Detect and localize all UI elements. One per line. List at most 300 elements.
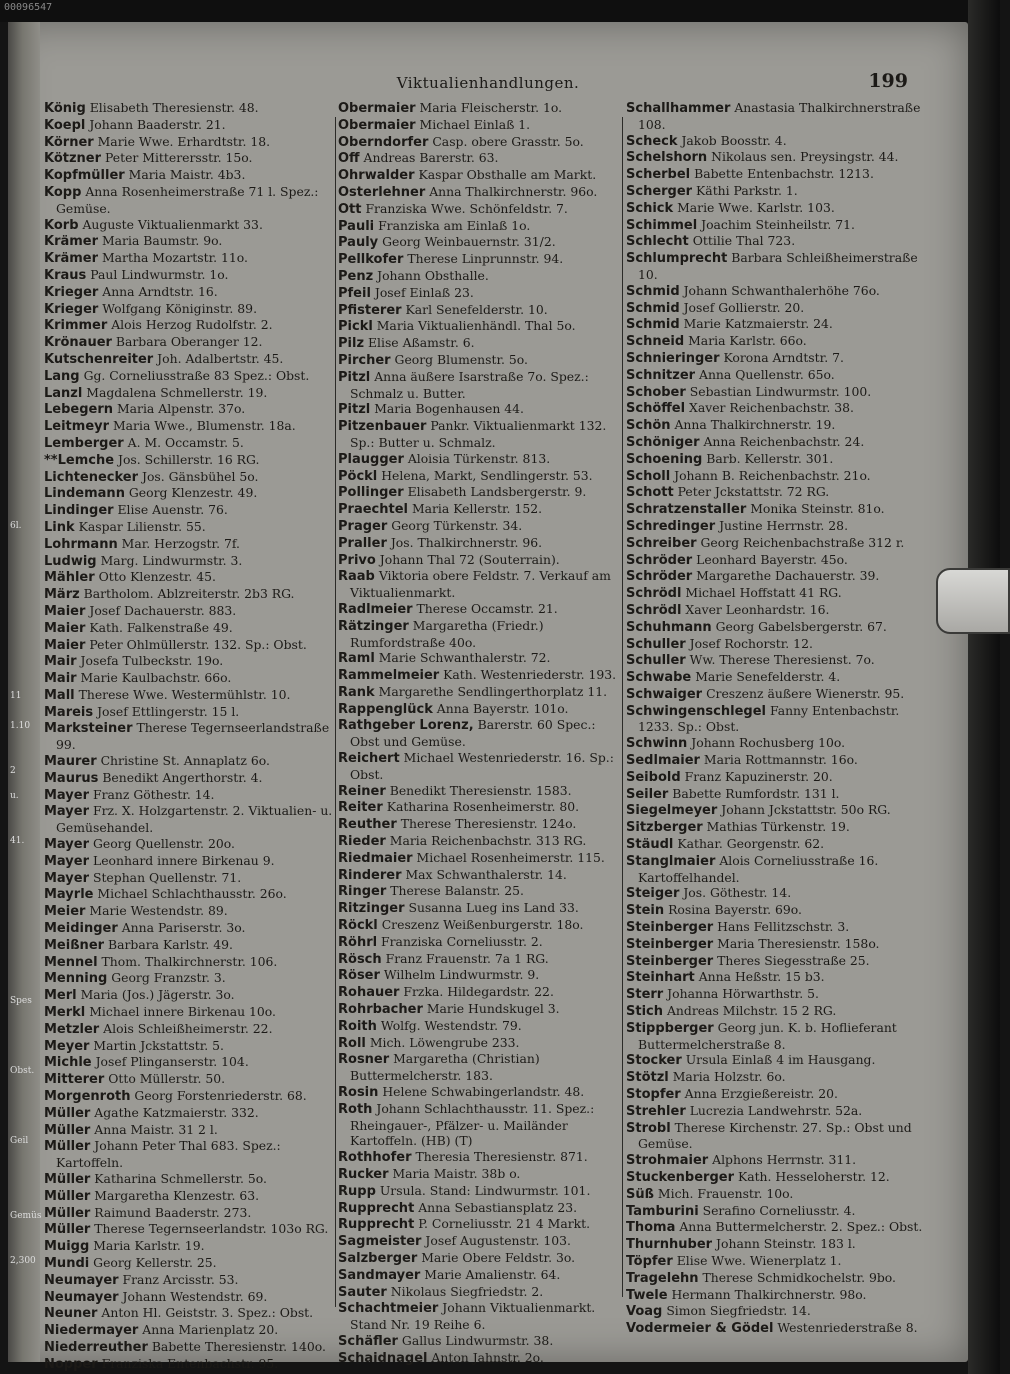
entry-name: Maier [44, 637, 86, 653]
list-item [626, 1253, 930, 1270]
list-item [626, 149, 930, 166]
entry-details: Xaver Leonhardstr. 16. [685, 601, 830, 617]
entry-name: Schön [626, 418, 671, 434]
entry-details: Elise Aßamstr. 6. [367, 335, 475, 351]
list-item [44, 1289, 334, 1306]
entry-details: Josef Gollierstr. 20. [683, 299, 805, 315]
list-item [626, 133, 930, 150]
entry-details: Kathar. Georgenstr. 62. [677, 836, 825, 852]
list-item [626, 1069, 930, 1086]
entry-details: Anna Buttermelcherstr. 2. Spez.: Obst. [679, 1219, 923, 1235]
entry-details: Gg. Corneliusstraße 83 Spez.: Obst. [83, 367, 310, 383]
entry-name: Radlmeier [338, 601, 413, 617]
entry-name: Mair [44, 654, 77, 670]
entry-details: Christine St. Annaplatz 6o. [100, 753, 270, 769]
list-item [338, 451, 624, 468]
entry-details: Maria Karlstr. 19. [93, 1238, 205, 1254]
entry-name: Schuller [626, 636, 686, 652]
entry-name: Mayer [44, 804, 90, 820]
entry-details: Barb. Kellerstr. 301. [706, 450, 834, 466]
list-item [338, 418, 624, 451]
entry-name: Rohauer [338, 985, 400, 1001]
entry-details: Jakob Boosstr. 4. [681, 132, 787, 148]
scan-top-edge [0, 0, 1000, 22]
list-item [626, 885, 930, 902]
entry-details: Johann Peter Thal 683. Spez.: Kartoffeln. [56, 1138, 281, 1171]
list-item [338, 833, 624, 850]
entry-name: Schelshorn [626, 150, 708, 166]
entry-details: Margarethe Sendlingerthorplatz 11. [378, 683, 608, 699]
entry-details: Marie Schwanthalerstr. 72. [378, 650, 551, 666]
entry-name: Müller [44, 1188, 91, 1204]
entry-name: Schnitzer [626, 367, 696, 383]
entry-details: Barbara Karlstr. 49. [108, 936, 233, 952]
list-item [626, 953, 930, 970]
list-item [338, 951, 624, 968]
entry-name: Pellkofer [338, 252, 404, 268]
list-item [338, 850, 624, 867]
entry-name: Reiner [338, 783, 386, 799]
entry-details: Maria Maistr. 38b o. [392, 1166, 521, 1181]
list-item [338, 1051, 624, 1084]
entry-details: Alphons Herrnstr. 311. [712, 1152, 857, 1168]
list-item [338, 369, 624, 402]
entry-name: Müller [44, 1205, 91, 1221]
gutter-mark: 2 [10, 766, 16, 776]
entry-details: Pankr. Viktualienmarkt 132. Sp.: Butter u. Schmalz. [350, 418, 607, 450]
entry-name: Sagmeister [338, 1234, 422, 1250]
list-item [626, 752, 930, 769]
entry-details: Käthi Parkstr. 1. [696, 182, 798, 198]
entry-name: Rammelmeier [338, 668, 440, 684]
list-item [626, 1152, 930, 1169]
list-item [44, 150, 334, 167]
list-item [44, 1255, 334, 1272]
entry-details: Georg Klenzestr. 49. [128, 485, 258, 501]
list-item [338, 816, 624, 833]
list-item [626, 652, 930, 669]
list-item [44, 1221, 334, 1238]
entry-details: Ottilie Thal 723. [692, 233, 796, 249]
entry-details: Margaretha Klenzestr. 63. [94, 1187, 260, 1203]
entry-details: Nikolaus Siegfriedstr. 2. [390, 1283, 544, 1299]
list-item [44, 853, 334, 870]
list-item [44, 184, 334, 217]
entry-details: Maria Karlstr. 66o. [688, 333, 807, 349]
entry-name: Merl [44, 988, 77, 1004]
entry-name: Thurnhuber [626, 1237, 713, 1253]
list-item [626, 1303, 930, 1320]
list-item [338, 150, 624, 167]
list-item [626, 100, 930, 133]
entry-name: Steinhart [626, 970, 695, 986]
list-item [44, 987, 334, 1004]
list-item [338, 134, 624, 151]
entry-details: Therese Schmidkochelstr. 9bo. [702, 1269, 896, 1285]
list-item [626, 535, 930, 552]
list-item [338, 799, 624, 816]
entry-name: Rupprecht [338, 1217, 415, 1233]
entry-details: Anna Maistr. 31 2 l. [94, 1121, 218, 1137]
entry-name: Schimmel [626, 217, 698, 233]
entry-name: Rothhofer [338, 1150, 412, 1166]
list-item [338, 1333, 624, 1350]
entry-name: Praechtel [338, 502, 408, 518]
entry-name: Thoma [626, 1220, 676, 1236]
entry-details: Gallus Lindwurmstr. 38. [401, 1332, 554, 1348]
list-item [338, 117, 624, 134]
entry-name: Lebegern [44, 402, 114, 418]
list-item [626, 686, 930, 703]
list-item [626, 217, 930, 234]
entry-name: Stopfer [626, 1087, 681, 1103]
entry-details: Therese Tegernseerlandstraße 99. [56, 720, 330, 753]
entry-name: Seibold [626, 769, 681, 785]
entry-name: Pitzl [338, 369, 371, 385]
entry-name: **Lemche [44, 452, 115, 468]
entry-details: Joachim Steinheilstr. 71. [701, 216, 855, 232]
list-item [626, 986, 930, 1003]
entry-details: Johann Rochusberg 10o. [691, 735, 846, 751]
entry-name: Lanzl [44, 385, 83, 401]
entry-name: Mayer [44, 787, 90, 803]
list-item [338, 218, 624, 235]
list-item [338, 1149, 624, 1166]
entry-details: Maria Reichenbachstr. 313 RG. [389, 833, 587, 849]
entry-name: Strobl [626, 1120, 671, 1136]
entry-name: Meyer [44, 1038, 90, 1054]
entry-details: Magdalena Schmellerstr. 19. [86, 384, 268, 400]
entry-details: Thom. Thalkirchnerstr. 106. [101, 953, 278, 969]
entry-details: Josef Dachauerstr. 883. [89, 602, 237, 618]
gutter-mark: 41. [10, 836, 25, 846]
list-item [338, 285, 624, 302]
list-item [44, 720, 334, 753]
entry-details: Paul Lindwurmstr. 1o. [90, 266, 229, 282]
list-item [44, 301, 334, 318]
entry-details: Fanny Entenbachstr. 1233. Sp.: Obst. [638, 702, 900, 735]
entry-name: Mair [44, 671, 77, 687]
entry-details: Otto Klenzestr. 45. [98, 569, 216, 585]
entry-name: Rohrbacher [338, 1002, 423, 1018]
entry-details: Mich. Frauenstr. 10o. [657, 1185, 794, 1201]
entry-details: Therese Linprunnstr. 94. [407, 251, 564, 267]
entry-details: Casp. obere Grasstr. 5o. [432, 133, 584, 149]
list-item [44, 1205, 334, 1222]
entry-name: Scherbel [626, 167, 691, 183]
entry-details: Franz Frauenstr. 7a 1 RG. [385, 950, 549, 966]
entry-details: Marg. Lindwurmstr. 3. [100, 552, 243, 568]
entry-details: Barbara Oberanger 12. [115, 334, 263, 350]
entry-details: Georg jun. K. b. Hoflieferant Buttermelcherstraße 8. [638, 1019, 897, 1052]
list-item [44, 586, 334, 603]
list-item [626, 619, 930, 636]
list-item [626, 417, 930, 434]
entry-details: Justine Herrnstr. 28. [719, 517, 849, 533]
list-item [44, 502, 334, 519]
gutter-mark: 1.10 [10, 721, 31, 731]
list-item [44, 954, 334, 971]
list-item [44, 1122, 334, 1139]
entry-name: Rösch [338, 951, 382, 967]
list-item [626, 501, 930, 518]
entry-name: Scheck [626, 133, 678, 149]
column-2 [338, 100, 624, 1367]
entry-details: Marie Westendstr. 89. [89, 903, 228, 919]
list-item [626, 1052, 930, 1069]
entry-name: Morgenroth [44, 1089, 131, 1105]
entry-details: Alois Herzog Rudolfstr. 2. [111, 317, 273, 333]
entry-details: Maria Rottmannstr. 16o. [703, 752, 858, 768]
entry-details: Otto Müllerstr. 50. [108, 1071, 226, 1087]
list-item [44, 803, 334, 836]
entry-details: Westenriederstraße 8. [777, 1320, 918, 1336]
list-item [338, 967, 624, 984]
list-item [44, 284, 334, 301]
list-item [44, 233, 334, 250]
entry-details: Anna Rosenheimerstraße 71 l. Spez.: Gemüse. [56, 183, 319, 216]
entry-name: Schröder [626, 552, 693, 568]
entry-name: Michle [44, 1055, 92, 1071]
list-item [44, 1038, 334, 1055]
entry-name: Mayrle [44, 887, 94, 903]
list-item [626, 183, 930, 200]
entry-name: Tamburini [626, 1203, 699, 1219]
entry-details: Andreas Barerstr. 63. [363, 150, 499, 166]
list-item [44, 1272, 334, 1289]
list-item [626, 1219, 930, 1236]
entry-details: Kath. Falkenstraße 49. [89, 619, 233, 635]
entry-name: Leitmeyr [44, 419, 110, 435]
entry-name: Kötzner [44, 151, 102, 167]
entry-details: Auguste Viktualienmarkt 33. [82, 216, 263, 232]
list-item [338, 1183, 624, 1200]
list-item [626, 468, 930, 485]
list-item [626, 568, 930, 585]
list-item [44, 536, 334, 553]
entry-details: Georg Forstenriederstr. 68. [134, 1088, 307, 1104]
list-item [338, 1216, 624, 1233]
list-item [626, 283, 930, 300]
entry-details: Michael Einlaß 1. [419, 116, 531, 132]
entry-name: Ludwig [44, 553, 97, 569]
entry-details: Anna Erzgießereistr. 20. [684, 1086, 838, 1102]
entry-details: Georg Weinbauernstr. 31/2. [382, 234, 556, 250]
list-item [626, 769, 930, 786]
entry-details: Anna Reichenbachstr. 24. [703, 433, 865, 449]
entry-name: Stein [626, 903, 665, 919]
entry-name: Muigg [44, 1239, 90, 1255]
entry-details: Babette Entenbachstr. 1213. [694, 166, 874, 182]
entry-details: Simon Siegfriedstr. 14. [666, 1303, 811, 1319]
entry-details: Michael Rosenheimerstr. 115. [416, 849, 605, 865]
entry-name: Roth [338, 1101, 373, 1117]
entry-name: Schober [626, 384, 686, 400]
entry-name: Stocker [626, 1053, 682, 1069]
entry-name: Schwabe [626, 670, 692, 686]
entry-details: Babette Rumfordstr. 131 l. [672, 785, 840, 801]
list-item [626, 333, 930, 350]
list-item [44, 469, 334, 486]
entry-details: Alois Schleißheimerstr. 22. [103, 1020, 273, 1036]
entry-name: Mundi [44, 1255, 90, 1271]
list-item [338, 1350, 624, 1367]
entry-details: Ursula Einlaß 4 im Hausgang. [685, 1052, 876, 1068]
register-tab [936, 568, 1010, 634]
entry-details: Elisabeth Landsbergerstr. 9. [407, 484, 587, 500]
entry-details: Wilhelm Lindwurmstr. 9. [383, 967, 540, 983]
entry-name: Vodermeier & Gödel [626, 1321, 774, 1337]
entry-name: Plaugger [338, 451, 404, 467]
entry-details: Therese Occamstr. 21. [416, 600, 558, 616]
entry-name: Schuller [626, 653, 686, 669]
entry-name: Reuther [338, 817, 397, 833]
list-item [626, 602, 930, 619]
entry-name: Maier [44, 603, 86, 619]
entry-details: Viktoria obere Feldstr. 7. Verkauf am Viktualienmarkt. [350, 568, 611, 601]
entry-details: Georg Franzstr. 3. [111, 970, 226, 986]
entry-details: Lucrezia Landwehrstr. 52a. [689, 1102, 863, 1118]
entry-name: Stuckenberger [626, 1170, 734, 1185]
entry-details: Johann Baaderstr. 21. [89, 116, 226, 132]
entry-details: Peter Jckstattstr. 72 RG. [677, 484, 830, 500]
entry-name: Tragelehn [626, 1270, 699, 1286]
entry-details: Peter Mitterersstr. 15o. [105, 150, 253, 166]
entry-name: Stich [626, 1004, 663, 1020]
entry-details: Sebastian Lindwurmstr. 100. [689, 383, 872, 399]
entry-name: Roll [338, 1035, 366, 1051]
list-item [626, 300, 930, 317]
entry-details: Anton Hl. Geiststr. 3. Spez.: Obst. [101, 1305, 314, 1321]
entry-name: Lichtenecker [44, 469, 139, 485]
entry-details: Franz Arcisstr. 53. [122, 1271, 239, 1287]
entry-name: Röser [338, 968, 380, 984]
list-item [44, 653, 334, 670]
entry-details: Therese Balanstr. 25. [390, 883, 524, 899]
entry-details: Peter Ohlmüllerstr. 132. Sp.: Obst. [89, 636, 307, 652]
entry-name: Riedmaier [338, 850, 413, 866]
list-item [44, 117, 334, 134]
entry-details: Anton Jahnstr. 2o. [431, 1349, 544, 1365]
list-item [338, 650, 624, 667]
list-item [338, 900, 624, 917]
list-item [626, 250, 930, 283]
list-item [626, 1086, 930, 1103]
entry-details: Josef Ettlingerstr. 15 l. [97, 703, 240, 719]
entry-name: Pilz [338, 336, 365, 352]
list-item [338, 601, 624, 618]
list-item [338, 251, 624, 268]
directory-page [8, 22, 968, 1372]
entry-details: Ursula. Stand: Lindwurmstr. 101. [379, 1182, 591, 1198]
list-item [338, 1300, 624, 1333]
column-3 [626, 100, 930, 1337]
entry-name: Schwinn [626, 736, 688, 752]
entry-details: Josef Einlaß 23. [374, 284, 474, 300]
entry-details: Frzka. Hildegardstr. 22. [403, 984, 554, 1000]
entry-name: Menning [44, 971, 108, 987]
entry-name: Scholl [626, 468, 671, 484]
list-item [626, 1120, 930, 1153]
list-item [626, 1320, 930, 1337]
entry-details: Susanna Lueg ins Land 33. [408, 900, 579, 916]
entry-name: Raml [338, 651, 375, 667]
entry-details: Johann Obsthalle. [377, 267, 489, 283]
entry-details: Michael Hoffstatt 41 RG. [685, 585, 842, 601]
entry-name: Korb [44, 217, 79, 233]
entry-name: Meidinger [44, 921, 118, 937]
entry-name: Lohrmann [44, 536, 118, 552]
entry-name: Schredinger [626, 518, 716, 534]
entry-name: Lindemann [44, 486, 125, 502]
entry-name: Ringer [338, 884, 387, 900]
entry-details: Therese Tegernseerlandstr. 103o RG. [94, 1221, 329, 1237]
entry-name: Mall [44, 687, 75, 703]
entry-details: Benedikt Angerthorstr. 4. [102, 769, 263, 785]
entry-name: Steinberger [626, 920, 714, 936]
entry-details: Maria Wwe., Blumenstr. 18a. [112, 418, 296, 434]
entry-details: Serafino Corneliusstr. 4. [702, 1202, 856, 1218]
entry-name: Pickl [338, 319, 373, 335]
entry-details: Barbara Schleißheimerstraße 10. [638, 250, 918, 282]
entry-name: Müller [44, 1222, 91, 1238]
list-item [44, 418, 334, 435]
entry-name: Stäudl [626, 837, 674, 853]
entry-name: Stanglmaier [626, 853, 716, 869]
list-item [338, 268, 624, 285]
entry-details: Creszenz Weißenburgerstr. 18o. [381, 917, 584, 933]
entry-details: Maria Bogenhausen 44. [374, 401, 524, 417]
entry-details: Elisabeth Theresienstr. 48. [89, 100, 259, 115]
entry-details: Maria Viktualienhändl. Thal 5o. [376, 318, 576, 334]
entry-details: Alois Corneliusstraße 16. Kartoffelhandel. [638, 852, 879, 885]
list-item [338, 318, 624, 335]
entry-name: Raab [338, 569, 375, 585]
entry-name: Kopfmüller [44, 168, 125, 184]
list-item [44, 870, 334, 887]
entry-details: Hans Fellitzschstr. 3. [717, 919, 850, 935]
entry-name: Müller [44, 1105, 91, 1121]
entry-name: Neumayer [44, 1289, 119, 1305]
entry-name: Schwaiger [626, 686, 703, 702]
list-item [338, 701, 624, 718]
entry-details: Anna Sebastiansplatz 23. [418, 1199, 578, 1215]
list-item [44, 637, 334, 654]
entry-name: Schlecht [626, 234, 689, 250]
list-item [626, 451, 930, 468]
entry-details: Maria Alpenstr. 37o. [116, 401, 246, 417]
list-item [626, 1020, 930, 1053]
entry-name: Schneid [626, 334, 685, 350]
entry-details: Maria (Jos.) Jägerstr. 3o. [80, 987, 235, 1003]
entry-name: Schoening [626, 451, 703, 467]
entry-name: Ott [338, 201, 362, 217]
gutter-mark: Spes [10, 996, 32, 1006]
entry-name: Schmid [626, 300, 680, 316]
entry-name: Stötzl [626, 1070, 669, 1086]
list-item [338, 1267, 624, 1284]
entry-details: Stephan Quellenstr. 71. [92, 869, 242, 885]
entry-details: Franziska Entenbachstr. 95. [101, 1355, 279, 1371]
page-number: 199 [868, 70, 908, 92]
list-item [338, 667, 624, 684]
entry-name: Schott [626, 485, 674, 501]
entry-name: Reiter [338, 800, 383, 816]
list-item [44, 250, 334, 267]
entry-details: Anna Thalkirchnerstr. 19. [674, 417, 836, 433]
entry-name: Schaidnagel [338, 1350, 428, 1366]
list-item [44, 267, 334, 284]
